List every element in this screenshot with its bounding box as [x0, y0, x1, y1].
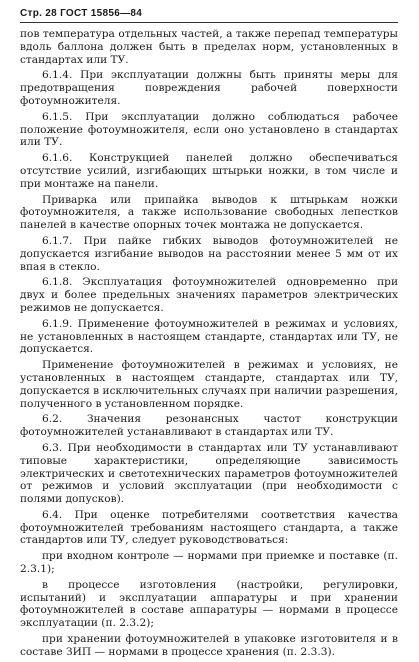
- paragraph-6-1-7: 6.1.7. При пайке гибких выводов фотоумножителей не допускается изгибание выводов на расстоянии менее 5 мм от их впая в стекло.: [20, 234, 398, 273]
- paragraph-6-3: 6.3. При необходимости в стандартах или ТУ устанавливают типовые характеристики, определяющие зависимость электрических и светотехнических параметров фотоумножителей от режимов и условий эксплуатации (при необходимости с полями допусков).: [20, 441, 398, 506]
- page-header: [20, 8, 142, 19]
- paragraph-continuation: пов температура отдельных частей, а также перепад температуры вдоль баллона должен быть в пределах норм, установленных в стандартах или ТУ.: [20, 28, 398, 66]
- paragraph-application: Применение фотоумножителей в режимах и условиях, не установленных в настоящем стандарте, стандартах или ТУ, допускается в исключительных случаях при наличии разрешения, полученного в установленном порядке.: [20, 359, 398, 410]
- paragraph-6-1-5: 6.1.5. При эксплуатации должно соблюдаться рабочее положение фотоумножителя, если оно установлено в стандартах или ТУ.: [20, 110, 398, 149]
- paragraph-soldering: Приварка или припайка выводов к штырькам ножки фотоумножителя, а также использование свободных лепестков панелей в качестве опорных точек монтажа не допускается.: [20, 193, 398, 232]
- paragraph-6-4: 6.4. При оценке потребителями соответствия качества фотоумножителей требованиям настоящего стандарта, а также стандартов или ТУ, следует руководствоваться:: [20, 508, 398, 547]
- paragraph-6-1-4: 6.1.4. При эксплуатации должны быть приняты меры для предотвращения повреждения рабочей поверхности фотоумножителя.: [20, 69, 398, 107]
- paragraph-6-1-8: 6.1.8. Эксплуатация фотоумножителей одновременно при двух и более предельных значениях параметров электрических режимов не допускается.: [20, 276, 398, 314]
- paragraph-6-1-9: 6.1.9. Применение фотоумножителей в режимах и условиях, не установленных в настоящем стандарте, стандартах или ТУ, не допускается.: [20, 317, 398, 356]
- body-text: [20, 28, 398, 662]
- paragraph-6-1-6: 6.1.6. Конструкцией панелей должно обеспечиваться отсутствие усилий, изгибающих штырьки ножки, в том числе и при монтаже на панели.: [20, 152, 398, 190]
- page-header-text: Стр. 28 ГОСТ 15856—84: [20, 8, 143, 19]
- paragraph-manufacturing: в процессе изготовления (настройки, регулировки, испытаний) и эксплуатации аппаратуры и при хранении фотоумножителей в составе аппаратуры — нормами в процессе эксплуатации (п. 2.3.2);: [20, 578, 398, 630]
- paragraph-6-2: 6.2. Значения резонансных частот конструкции фотоумножителей устанавливают в стандартах или ТУ.: [20, 413, 398, 439]
- paragraph-input-control: при входном контроле — нормами при приемке и поставке (п. 2.3.1);: [20, 550, 398, 576]
- paragraph-storage: при хранении фотоумножителей в упаковке изготовителя и в составе ЗИП — нормами в процессе хранения (п. 2.3.3).: [20, 633, 398, 658]
- header-rule: [20, 22, 398, 23]
